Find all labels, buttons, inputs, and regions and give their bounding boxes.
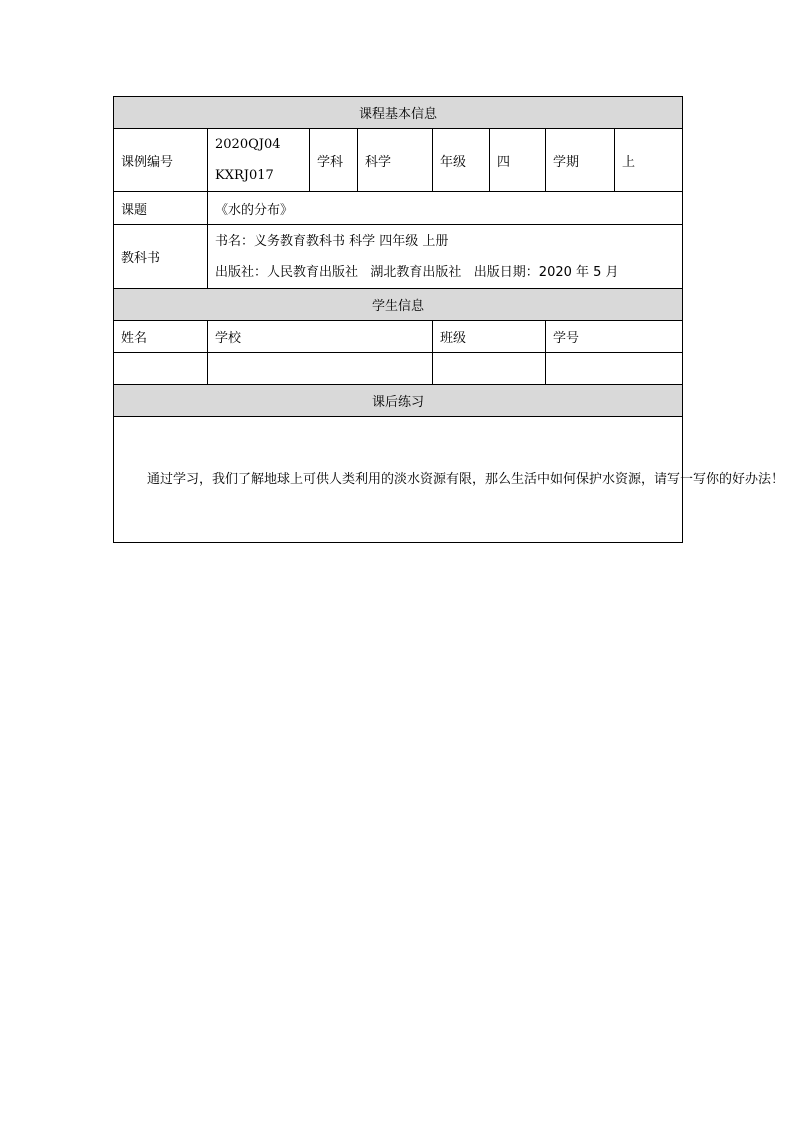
homework-body-row [114,417,683,543]
name-label: 姓名 [114,321,208,353]
course-info-section-title: 课程基本信息 [114,97,683,129]
case-id-row [114,129,683,192]
case-id-line2: KXRJ017 [215,168,274,183]
topic-value: 《水的分布》 [208,192,683,225]
case-id-value [208,129,310,192]
student-id-field[interactable] [546,353,683,385]
topic-label: 课题 [114,192,208,225]
course-info-header-row [114,97,683,129]
grade-label: 年级 [433,129,490,192]
case-id-line1: 2020QJ04 [215,137,281,152]
textbook-title: 书名：义务教育教科书 科学 四年级 上册 [215,233,449,249]
textbook-label: 教科书 [114,225,208,289]
class-field[interactable] [433,353,546,385]
homework-text: 通过学习，我们了解地球上可供人类利用的淡水资源有限，那么生活中如何保护水资源，请写一写你的好办法！ [114,417,683,543]
student-labels-row [114,321,683,353]
school-field[interactable] [208,353,433,385]
course-info-table [113,96,785,543]
student-info-section-title: 学生信息 [114,289,683,321]
textbook-value [208,225,683,289]
student-info-header-row [114,289,683,321]
student-values-row [114,353,683,385]
semester-label: 学期 [546,129,615,192]
name-field[interactable] [114,353,208,385]
grade-value: 四 [490,129,546,192]
subject-value: 科学 [358,129,433,192]
school-label: 学校 [208,321,433,353]
homework-header-row [114,385,683,417]
student-id-label: 学号 [546,321,683,353]
homework-section-title: 课后练习 [114,385,683,417]
topic-row [114,192,683,225]
semester-value: 上 [615,129,683,192]
class-label: 班级 [433,321,546,353]
textbook-publisher: 出版社：人民教育出版社 湖北教育出版社 出版日期：2020 年 5 月 [215,264,619,280]
subject-label: 学科 [310,129,358,192]
textbook-row [114,225,683,289]
case-id-label: 课例编号 [114,129,208,192]
